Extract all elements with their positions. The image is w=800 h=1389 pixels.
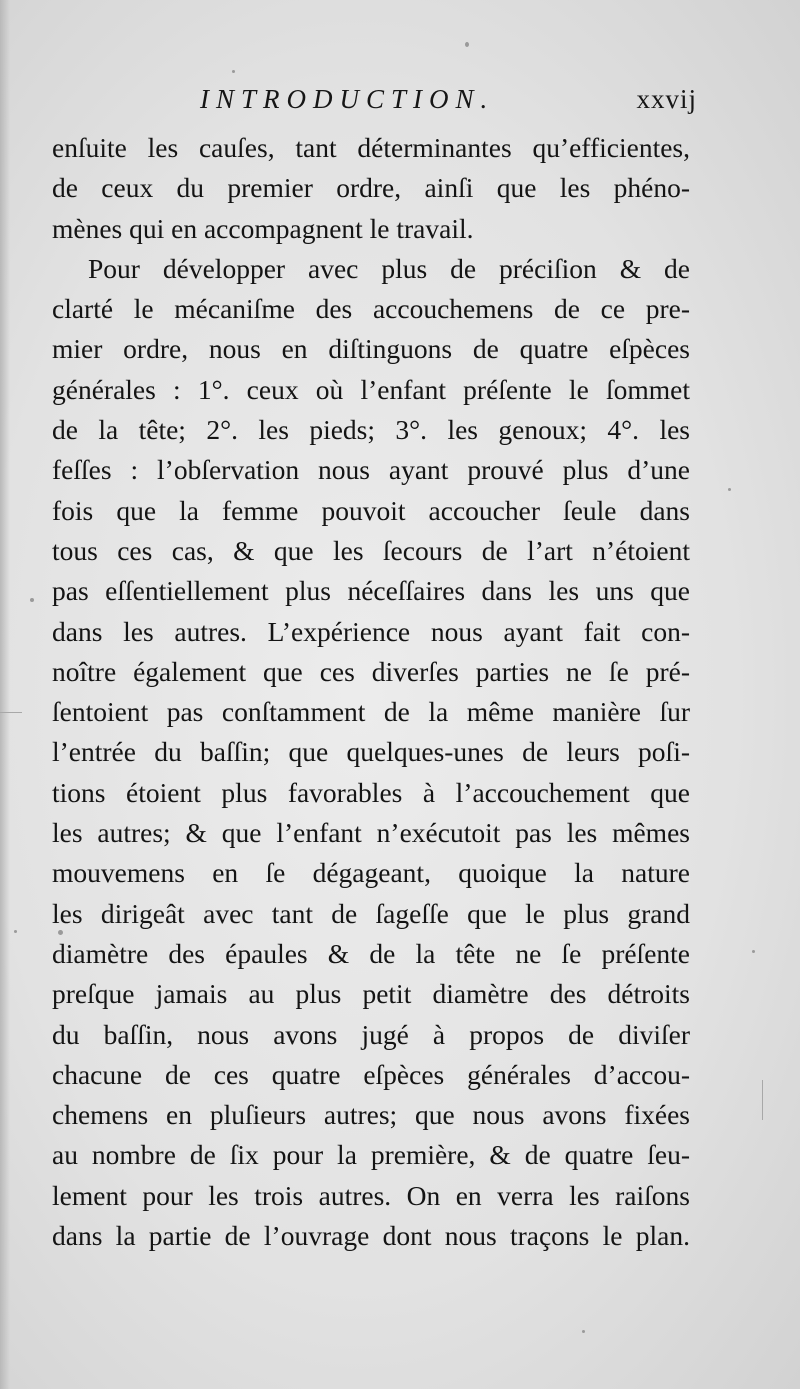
- text-line: mènes qui en accompagnent le travail.: [52, 212, 474, 244]
- text-line: tous ces cas, & que les ſecours de l’art n’étoient: [52, 534, 690, 566]
- text-line: les autres; & que l’enfant n’exécutoit pas les mêmes: [52, 817, 690, 849]
- paper-speck: [582, 1330, 585, 1333]
- page-number: xxvij: [636, 84, 697, 114]
- text-line: les dirigeât avec tant de ſageſſe que le plus grand: [52, 897, 690, 929]
- paper-speck: [752, 950, 755, 953]
- text-line: noître également que ces diverſes parties ne ſe pré-: [52, 655, 690, 687]
- paper-speck: [465, 42, 469, 47]
- text-line: dans la partie de l’ouvrage dont nous traçons le plan.: [52, 1220, 690, 1252]
- paper-speck: [728, 488, 731, 491]
- page-edge-shadow: [0, 0, 10, 1389]
- paragraph-first-line: Pour développer avec plus de préciſion & de: [88, 252, 690, 284]
- text-line: chacune de ces quatre eſpèces générales d’accou-: [52, 1058, 690, 1090]
- text-line: générales : 1°. ceux où l’enfant préſente le ſommet: [52, 373, 690, 405]
- text-line: chemens en pluſieurs autres; que nous avons fixées: [52, 1099, 690, 1131]
- text-line: dans les autres. L’expérience nous ayant fait con-: [52, 615, 690, 647]
- text-line: lement pour les trois autres. On en verra les raiſons: [52, 1179, 690, 1211]
- text-line: feſſes : l’obſervation nous ayant prouvé plus d’une: [52, 454, 690, 486]
- body-text: [52, 128, 690, 1256]
- text-line: fois que la femme pouvoit accoucher ſeule dans: [52, 494, 690, 526]
- text-line: de ceux du premier ordre, ainſi que les phéno-: [52, 172, 690, 204]
- text-line: de la tête; 2°. les pieds; 3°. les genoux; 4°. les: [52, 414, 690, 446]
- paper-speck: [232, 70, 235, 73]
- text-line: clarté le mécaniſme des accouchemens de ce pre-: [52, 293, 690, 325]
- text-line: tions étoient plus favorables à l’accouchement que: [52, 776, 690, 808]
- text-line: du baſſin, nous avons jugé à propos de diviſer: [52, 1018, 690, 1050]
- text-line: mouvemens en ſe dégageant, quoique la nature: [52, 857, 690, 889]
- text-line: ſentoient pas conſtamment de la même manière ſur: [52, 696, 690, 728]
- paper-speck: [30, 598, 34, 602]
- margin-mark: [0, 712, 22, 713]
- text-line: preſque jamais au plus petit diamètre des détroits: [52, 978, 690, 1010]
- text-line: pas eſſentiellement plus néceſſaires dans les uns que: [52, 575, 690, 607]
- paper-speck: [14, 930, 17, 933]
- text-line: enſuite les cauſes, tant déterminantes qu’efficientes,: [52, 132, 690, 163]
- running-header: [52, 82, 697, 122]
- text-line: mier ordre, nous en diſtinguons de quatre eſpèces: [52, 333, 690, 365]
- running-title: INTRODUCTION.: [200, 84, 495, 114]
- margin-mark: [762, 1080, 763, 1120]
- text-line: au nombre de ſix pour la première, & de quatre ſeu-: [52, 1139, 690, 1171]
- text-line: l’entrée du baſſin; que quelques-unes de leurs poſi-: [52, 736, 690, 768]
- text-line: diamètre des épaules & de la tête ne ſe préſente: [52, 937, 690, 969]
